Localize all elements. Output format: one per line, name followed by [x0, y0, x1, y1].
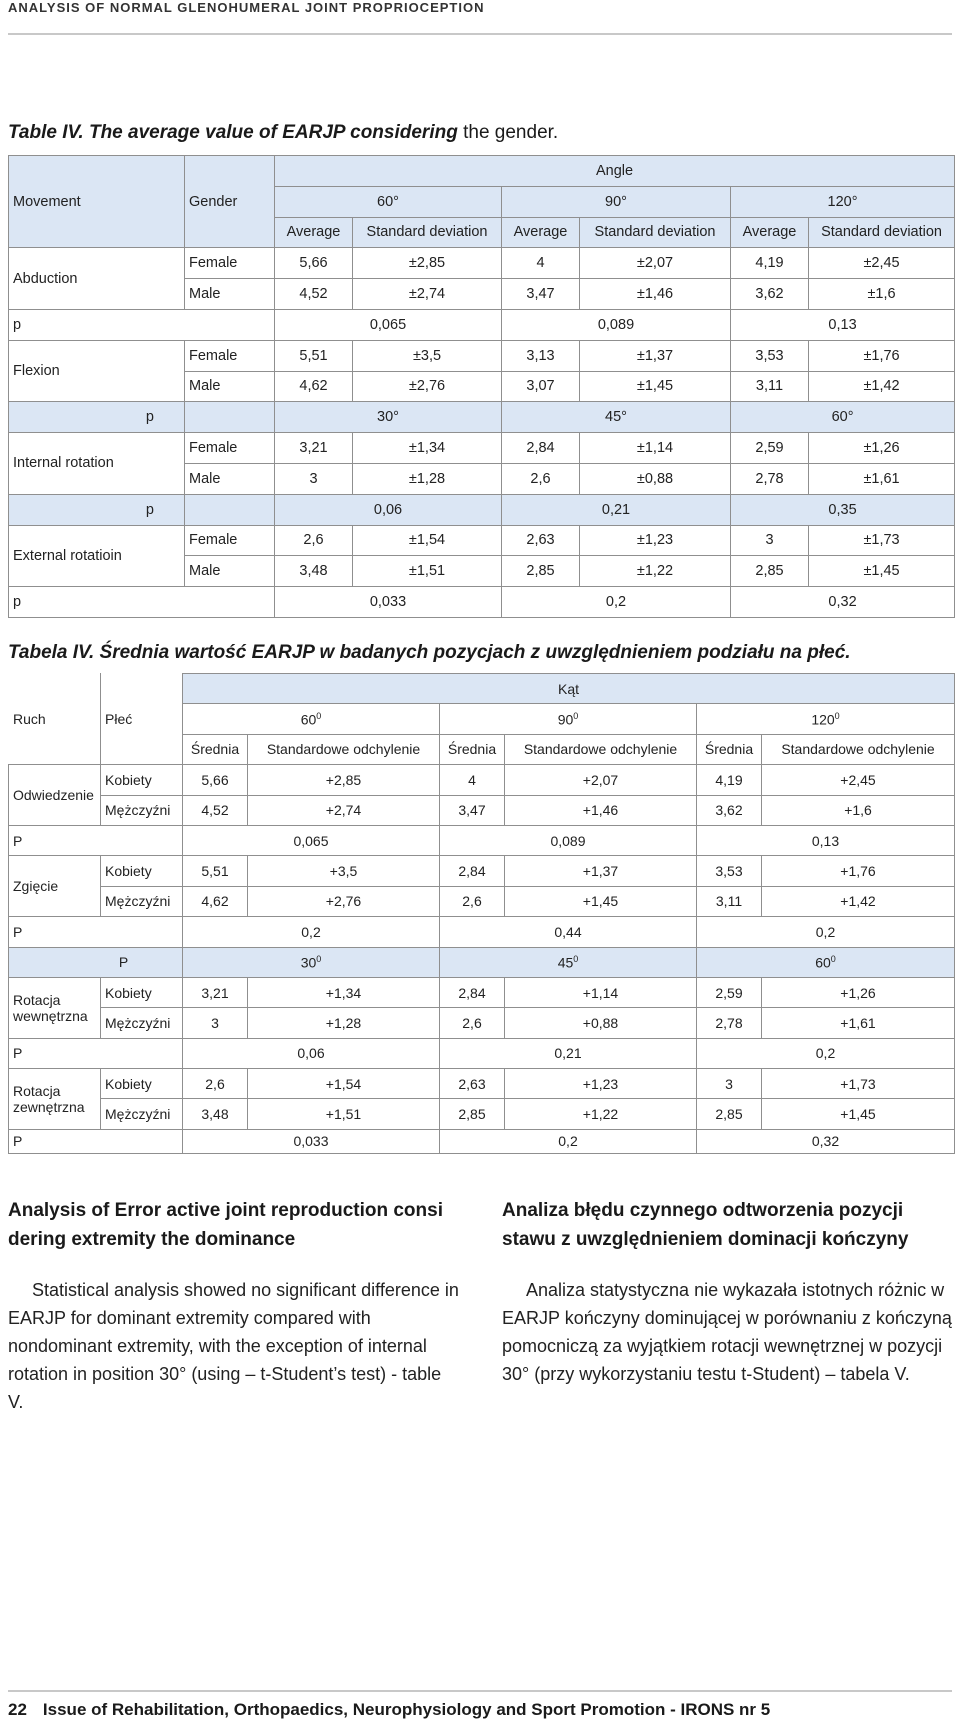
table-cell: ±1,46	[580, 279, 731, 310]
table-cell: 2,63	[502, 525, 580, 556]
angle-45-header	[440, 947, 697, 977]
average-header: Średnia	[183, 734, 248, 764]
table-cell: 2,84	[502, 433, 580, 464]
table-cell: 2,6	[183, 1069, 248, 1099]
table-cell: 3,48	[275, 556, 353, 587]
table-cell: ±1,73	[809, 525, 955, 556]
right-text-column	[502, 1196, 954, 1406]
degree-superscript: 0	[830, 953, 836, 964]
degree-superscript: 0	[834, 710, 840, 721]
table-cell: +0,88	[505, 1008, 697, 1038]
p-value: 0,089	[502, 309, 731, 340]
p-label: p	[9, 494, 185, 525]
table-cell: 3,47	[440, 795, 505, 825]
average-header: Average	[502, 217, 580, 248]
table-cell: +3,5	[248, 856, 440, 886]
table-cell: 4,62	[275, 371, 353, 402]
table-cell: 3,53	[731, 340, 809, 371]
gender-header: Płeć	[101, 674, 183, 765]
average-header: Average	[275, 217, 353, 248]
sd-header: Standard deviation	[809, 217, 955, 248]
p-label: p	[9, 587, 275, 618]
section-heading-en: Analysis of Error active joint reproduction consi dering extremity the dominance	[8, 1200, 443, 1250]
p-value: 0,2	[183, 917, 440, 947]
p-value: 0,06	[275, 494, 502, 525]
p-value: 0,32	[731, 587, 955, 618]
table-cell: 2,85	[502, 556, 580, 587]
gender-male: Mężczyźni	[101, 795, 183, 825]
table-cell: 5,66	[275, 248, 353, 279]
table-cell: ±2,85	[353, 248, 502, 279]
table-cell: +1,45	[505, 886, 697, 916]
p-value: 0,21	[502, 494, 731, 525]
p-value: 0,13	[697, 825, 955, 855]
movement-name-line: Rotacja	[13, 1082, 61, 1099]
angle-60-header	[183, 704, 440, 734]
angle-30-header	[183, 947, 440, 977]
angle-value: 45	[557, 954, 574, 971]
table-cell: 3,11	[731, 371, 809, 402]
p-value: 0,089	[440, 825, 697, 855]
sd-header: Standard deviation	[580, 217, 731, 248]
movement-header: Movement	[9, 156, 185, 248]
gender-male: Male	[185, 279, 275, 310]
p-value: 0,065	[183, 825, 440, 855]
table-cell: ±1,28	[353, 463, 502, 494]
empty-header-cell	[185, 402, 275, 433]
table-pl	[8, 673, 955, 1154]
degree-superscript: 0	[573, 710, 579, 721]
p-value: 0,033	[183, 1129, 440, 1153]
table-cell: ±2,74	[353, 279, 502, 310]
angle-90-header	[440, 704, 697, 734]
table-cell: 5,51	[183, 856, 248, 886]
gender-male: Male	[185, 463, 275, 494]
p-label: P	[9, 917, 183, 947]
table-cell: 2,6	[502, 463, 580, 494]
table-cell: 3	[275, 463, 353, 494]
p-value: 0,2	[502, 587, 731, 618]
table-cell: 3,47	[502, 279, 580, 310]
table-cell: +1,23	[505, 1069, 697, 1099]
p-label: P	[9, 1129, 183, 1153]
p-label: P	[9, 825, 183, 855]
table-cell: ±1,6	[809, 279, 955, 310]
angle-value: 60	[815, 954, 831, 971]
table-cell: 4,52	[183, 795, 248, 825]
table-cell: ±3,5	[353, 340, 502, 371]
p-value: 0,06	[183, 1038, 440, 1068]
table-cell: 2,84	[440, 977, 505, 1007]
table-cell: 3	[731, 525, 809, 556]
table-cell: +2,76	[248, 886, 440, 916]
table-cell: +1,26	[762, 977, 955, 1007]
p-label: P	[9, 1038, 183, 1068]
table-cell: 2,78	[697, 1008, 762, 1038]
footer-rule	[8, 1690, 952, 1692]
average-header: Średnia	[697, 734, 762, 764]
table-cell: 2,63	[440, 1069, 505, 1099]
paragraph-en: Statistical analysis showed no significant difference in EARJP for dominant extremity compared with nondominant extremity, with the exception of internal rotation in position 30° (using – t-Student’s test) - table V.	[8, 1280, 459, 1412]
table-cell: +2,74	[248, 795, 440, 825]
angle-120-header: 120°	[731, 186, 955, 217]
table-cell: 5,66	[183, 765, 248, 795]
gender-male: Mężczyźni	[101, 886, 183, 916]
table-cell: 2,85	[697, 1099, 762, 1129]
p-label: P	[9, 947, 183, 977]
table-cell: +1,73	[762, 1069, 955, 1099]
angle-60-header: 60°	[731, 402, 955, 433]
angle-60-header: 60°	[275, 186, 502, 217]
table-cell: +1,6	[762, 795, 955, 825]
table-cell: 2,6	[440, 1008, 505, 1038]
table-cell: 2,85	[731, 556, 809, 587]
table-cell: ±1,76	[809, 340, 955, 371]
angle-90-header: 90°	[502, 186, 731, 217]
movement-flexion: Zgięcie	[9, 856, 101, 917]
section-heading-pl: Analiza błędu czynnego odtworzenia pozycji stawu z uwzględnieniem dominacji kończyny	[502, 1200, 909, 1250]
table-cell: 4,62	[183, 886, 248, 916]
table-cell: +1,14	[505, 977, 697, 1007]
movement-header: Ruch	[9, 674, 101, 765]
table-cell: ±1,45	[580, 371, 731, 402]
gender-header: Gender	[185, 156, 275, 248]
paragraph-pl: Analiza statystyczna nie wykazała istotnych różnic w EARJP kończyny dominującej w porównaniu z kończyną pomocniczą za wyjątkiem rotacji wewnętrznej w pozycji 30° (przy wykorzystaniu testu t-Student) – tabela V.	[502, 1280, 952, 1384]
table-cell: 4	[440, 765, 505, 795]
gender-male: Male	[185, 556, 275, 587]
angle-value: 120	[811, 711, 835, 728]
table-cell: +1,61	[762, 1008, 955, 1038]
movement-name-line: zewnętrzna	[13, 1098, 85, 1115]
journal-title: Issue of Rehabilitation, Orthopaedics, Neurophysiology and Sport Promotion - IRONS nr 5	[42, 1700, 771, 1719]
table-cell: +1,22	[505, 1099, 697, 1129]
p-value: 0,35	[731, 494, 955, 525]
angle-value: 60	[300, 711, 317, 728]
table-cell: ±1,51	[353, 556, 502, 587]
left-text-column	[8, 1196, 460, 1434]
table-cell: 2,59	[731, 433, 809, 464]
gender-female: Female	[185, 248, 275, 279]
p-value: 0,2	[697, 917, 955, 947]
table-cell: ±1,61	[809, 463, 955, 494]
degree-superscript: 0	[316, 953, 322, 964]
table-cell: ±1,14	[580, 433, 731, 464]
table-cell: ±2,07	[580, 248, 731, 279]
p-value: 0,2	[697, 1038, 955, 1068]
table-cell: ±1,37	[580, 340, 731, 371]
table-cell: 3,48	[183, 1099, 248, 1129]
movement-external-rotation	[9, 1069, 101, 1130]
movement-external-rotation: External rotatioin	[9, 525, 185, 587]
page-number: 22	[8, 1700, 27, 1719]
table-cell: 4,19	[731, 248, 809, 279]
table-cell: +2,85	[248, 765, 440, 795]
angle-value: 90	[557, 711, 574, 728]
table-cell: ±1,22	[580, 556, 731, 587]
p-value: 0,32	[697, 1129, 955, 1153]
table-pl-caption: Tabela IV. Średnia wartość EARJP w badanych pozycjach z uwzględnieniem podziału na płeć.	[8, 642, 851, 663]
gender-male: Male	[185, 371, 275, 402]
angle-header: Angle	[275, 156, 955, 187]
movement-name-line: Rotacja	[13, 991, 61, 1008]
table-cell: +1,46	[505, 795, 697, 825]
movement-name-line: wewnętrzna	[13, 1007, 88, 1024]
gender-female: Kobiety	[101, 765, 183, 795]
table-en-caption-plain: the gender.	[457, 122, 559, 143]
table-cell: 2,78	[731, 463, 809, 494]
gender-female: Female	[185, 433, 275, 464]
degree-superscript: 0	[573, 953, 579, 964]
angle-45-header: 45°	[502, 402, 731, 433]
table-cell: +2,45	[762, 765, 955, 795]
table-cell: 3	[697, 1069, 762, 1099]
table-cell: ±0,88	[580, 463, 731, 494]
table-cell: 2,6	[440, 886, 505, 916]
sd-header: Standardowe odchylenie	[505, 734, 697, 764]
movement-flexion: Flexion	[9, 340, 185, 402]
sd-header: Standardowe odchylenie	[762, 734, 955, 764]
gender-female: Kobiety	[101, 977, 183, 1007]
p-value: 0,033	[275, 587, 502, 618]
table-cell: 2,84	[440, 856, 505, 886]
table-cell: +1,42	[762, 886, 955, 916]
p-value: 0,44	[440, 917, 697, 947]
table-cell: ±1,42	[809, 371, 955, 402]
movement-abduction: Abduction	[9, 248, 185, 310]
table-cell: +1,54	[248, 1069, 440, 1099]
table-en-caption-bold: Table IV. The average value of EARJP considering	[8, 122, 458, 143]
table-cell: +1,51	[248, 1099, 440, 1129]
table-cell: 2,6	[275, 525, 353, 556]
movement-abduction: Odwiedzenie	[9, 765, 101, 826]
angle-30-header: 30°	[275, 402, 502, 433]
running-header: ANALYSIS OF NORMAL GLENOHUMERAL JOINT PROPRIOCEPTION	[8, 0, 485, 15]
table-cell: 3,07	[502, 371, 580, 402]
table-cell: ±1,45	[809, 556, 955, 587]
movement-internal-rotation: Internal rotation	[9, 433, 185, 495]
angle-60-header	[697, 947, 955, 977]
gender-male: Mężczyźni	[101, 1099, 183, 1129]
table-cell: ±1,26	[809, 433, 955, 464]
p-value: 0,065	[275, 309, 502, 340]
p-label: p	[9, 402, 185, 433]
table-cell: 4,19	[697, 765, 762, 795]
table-cell: +1,45	[762, 1099, 955, 1129]
p-label: p	[9, 309, 275, 340]
table-en	[8, 155, 955, 618]
table-en-caption	[8, 122, 558, 144]
sd-header: Standardowe odchylenie	[248, 734, 440, 764]
sd-header: Standard deviation	[353, 217, 502, 248]
table-cell: 3,53	[697, 856, 762, 886]
table-cell: ±2,45	[809, 248, 955, 279]
table-cell: +1,76	[762, 856, 955, 886]
angle-value: 30	[300, 954, 317, 971]
movement-internal-rotation	[9, 977, 101, 1038]
table-cell: 3,62	[731, 279, 809, 310]
gender-female: Kobiety	[101, 856, 183, 886]
average-header: Średnia	[440, 734, 505, 764]
table-cell: +2,07	[505, 765, 697, 795]
gender-female: Female	[185, 525, 275, 556]
average-header: Average	[731, 217, 809, 248]
p-value: 0,13	[731, 309, 955, 340]
table-cell: ±1,54	[353, 525, 502, 556]
table-cell: 3,62	[697, 795, 762, 825]
table-cell: 3,13	[502, 340, 580, 371]
table-cell: 3,11	[697, 886, 762, 916]
table-cell: 3,21	[275, 433, 353, 464]
angle-120-header	[697, 704, 955, 734]
table-cell: +1,28	[248, 1008, 440, 1038]
table-cell: 3,21	[183, 977, 248, 1007]
table-cell: +1,34	[248, 977, 440, 1007]
degree-superscript: 0	[316, 710, 322, 721]
table-cell: ±1,23	[580, 525, 731, 556]
p-value: 0,2	[440, 1129, 697, 1153]
table-cell: 4,52	[275, 279, 353, 310]
page-footer	[8, 1700, 770, 1720]
table-cell: 4	[502, 248, 580, 279]
table-cell: 2,85	[440, 1099, 505, 1129]
empty-header-cell	[185, 494, 275, 525]
gender-male: Mężczyźni	[101, 1008, 183, 1038]
p-value: 0,21	[440, 1038, 697, 1068]
header-rule	[8, 33, 952, 35]
angle-header: Kąt	[183, 674, 955, 704]
table-cell: +1,37	[505, 856, 697, 886]
table-cell: ±1,34	[353, 433, 502, 464]
table-cell: ±2,76	[353, 371, 502, 402]
table-cell: 3	[183, 1008, 248, 1038]
gender-female: Female	[185, 340, 275, 371]
table-cell: 2,59	[697, 977, 762, 1007]
gender-female: Kobiety	[101, 1069, 183, 1099]
table-cell: 5,51	[275, 340, 353, 371]
